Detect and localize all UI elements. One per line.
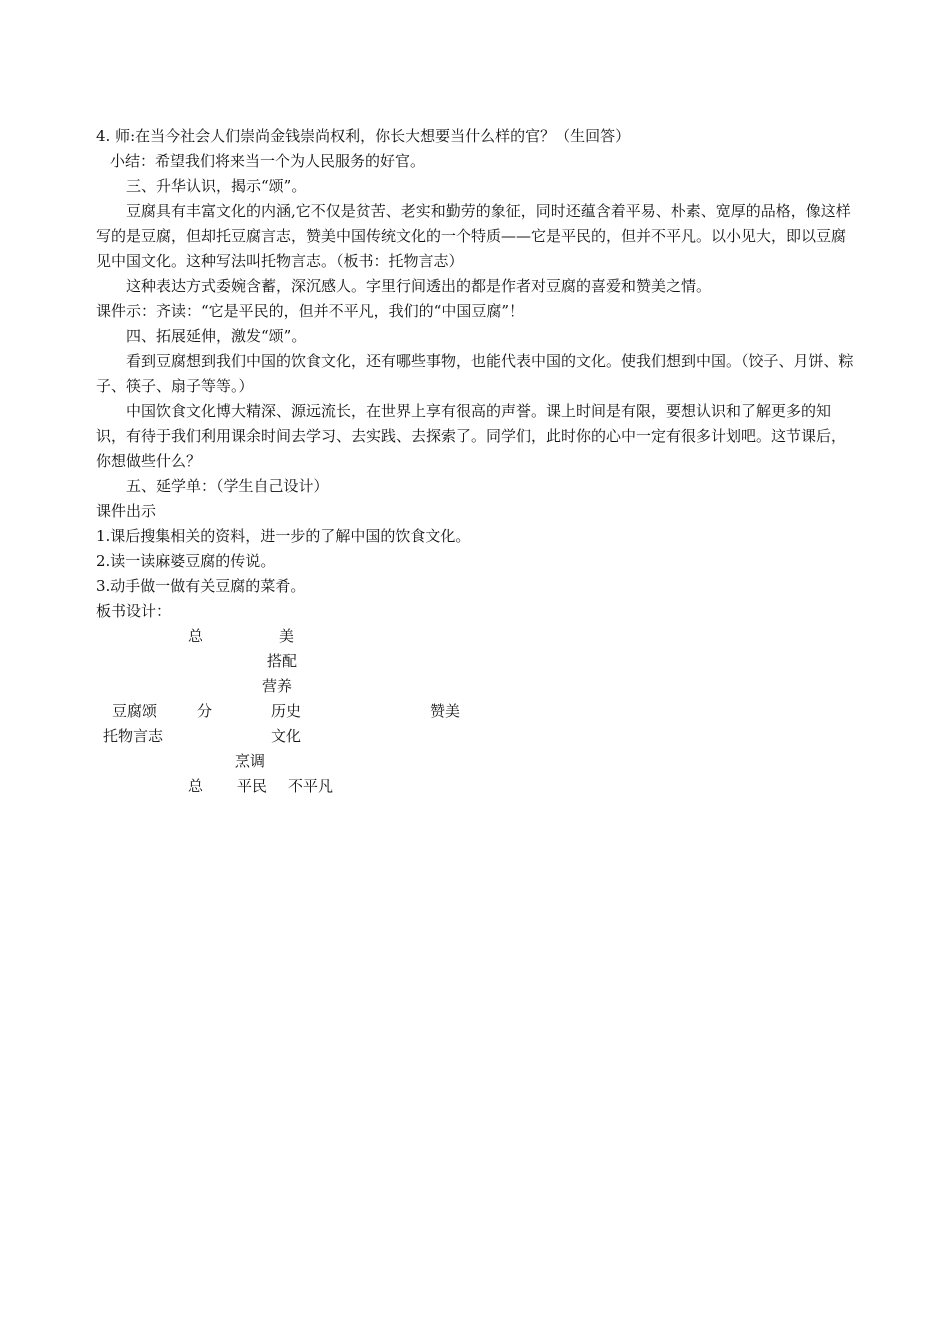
courseware-show-line: 课件出示	[96, 502, 157, 520]
board-design-heading: 板书设计：	[96, 602, 172, 620]
board-wenhua: 文化	[271, 727, 302, 745]
lesson-text	[96, 124, 856, 624]
task-item-1: 1.课后搜集相关的资料，进一步的了解中国的饮食文化。	[96, 527, 471, 545]
paragraph-expression: 这种表达方式委婉含蓄，深沉感人。字里行间透出的都是作者对豆腐的喜爱和赞美之情。	[126, 277, 712, 295]
courseware-read-line: 课件示：齐读：“它是平民的，但并不平凡，我们的“中国豆腐”！	[96, 302, 525, 320]
board-zong-bottom: 总	[188, 777, 204, 795]
section-heading-5: 五、延学单：（学生自己设计）	[126, 477, 329, 495]
section-heading-4: 四、拓展延伸，激发“颂”。	[126, 327, 307, 345]
board-fen: 分	[197, 702, 213, 720]
paragraph-plan: 中国饮食文化博大精深、源远流长，在世界上享有很高的声誉。课上时间是有限，要想认识和了解更多的知识，有待于我们利用课余时间去学习、去实践、去探索了。同学们，此时你的心中一定有很多计划吧。这节课后，你想做些什么？	[96, 402, 847, 470]
board-bupingfan: 不平凡	[288, 777, 334, 795]
board-pingmin: 平民	[237, 777, 268, 795]
paragraph-tofu-culture: 豆腐具有丰富文化的内涵,它不仅是贫苦、老实和勤劳的象征，同时还蕴含着平易、朴素、宽厚的品格，像这样写的是豆腐，但却托豆腐言志，赞美中国传统文化的一个特质——它是平民的，但并不平凡。以小见大，即以豆腐见中国文化。这种写法叫托物言志。（板书：托物言志）	[96, 202, 851, 270]
task-item-2: 2.读一读麻婆豆腐的传说。	[96, 552, 276, 570]
summary-line: 小结：希望我们将来当一个为人民服务的好官。	[110, 152, 426, 170]
board-lishi: 历史	[271, 702, 302, 720]
board-dapei: 搭配	[267, 652, 298, 670]
board-tuowu: 托物言志	[103, 727, 164, 745]
question-line: 4. 师:在当今社会人们崇尚金钱崇尚权利，你长大想要当什么样的官？（生回答）	[96, 127, 631, 145]
board-mei: 美	[279, 627, 295, 645]
board-design	[96, 624, 596, 804]
board-title: 豆腐颂	[112, 702, 158, 720]
board-pengtiao: 烹调	[235, 752, 266, 770]
board-zanmei: 赞美	[430, 702, 461, 720]
paragraph-food-culture: 看到豆腐想到我们中国的饮食文化，还有哪些事物，也能代表中国的文化。使我们想到中国。（饺子、月饼、粽子、筷子、扇子等等。）	[96, 352, 854, 395]
board-yingyang: 营养	[262, 677, 293, 695]
section-heading-3: 三、升华认识，揭示“颂”。	[126, 177, 307, 195]
task-item-3: 3.动手做一做有关豆腐的菜肴。	[96, 577, 306, 595]
board-zong-top: 总	[188, 627, 204, 645]
